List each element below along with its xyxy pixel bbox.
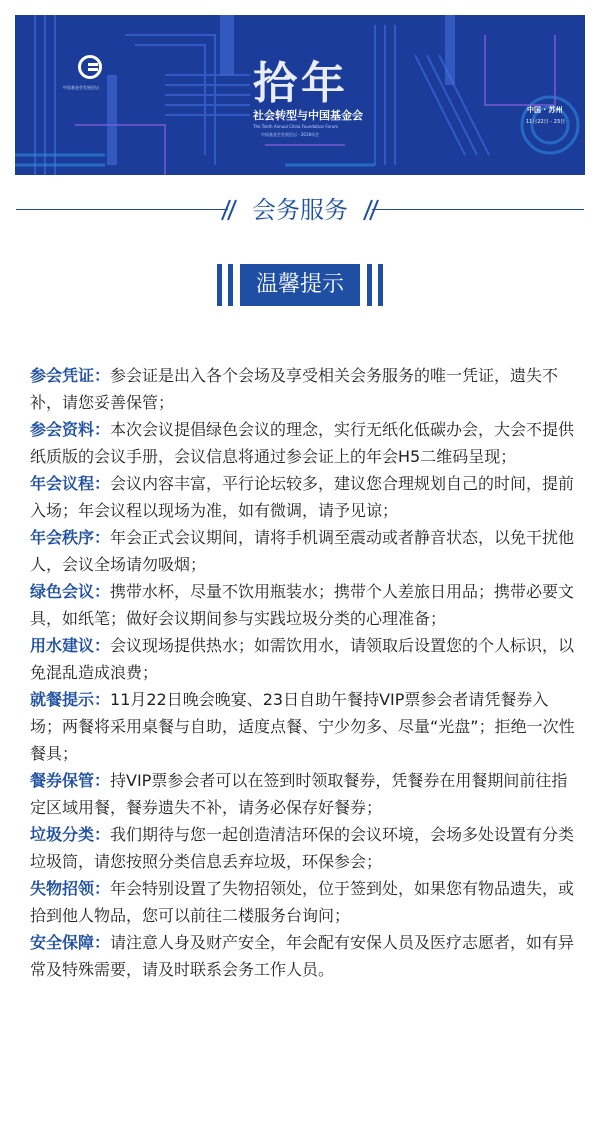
divider-left	[16, 209, 228, 210]
notice-text: 携带水杯，尽量不饮用瓶装水；携带个人差旅日用品；携带必要文具，如纸笔；做好会议期间参与实践垃圾分类的心理准备；	[30, 582, 575, 628]
banner-organizer: 中国基金会发展论坛 · 2018年会	[261, 132, 319, 137]
notice-label: 失物招领：	[30, 879, 111, 898]
notice-text: 会议内容丰富，平行论坛较多，建议您合理规划自己的时间，提前入场；年会议程以现场为准，如有微调，请予见谅；	[30, 474, 575, 520]
notice-label: 垃圾分类：	[30, 825, 111, 844]
slash-ornament-left	[218, 198, 240, 222]
banner-english: The Tenth Annual China Foundation Forum	[253, 124, 338, 129]
notice-text: 参会证是出入各个会场及享受相关会务服务的唯一凭证，遗失不补，请您妥善保管；	[30, 366, 559, 412]
notice-item	[30, 686, 575, 767]
banner-title: 拾年	[253, 58, 349, 109]
forum-logo	[63, 55, 113, 90]
notice-text: 11月22日晚会晚宴、23日自助午餐持VIP票参会者请凭餐券入场；两餐将采用桌餐与自助，适度点餐、宁少勿多、尽量“光盘”；拒绝一次性餐具；	[30, 690, 575, 763]
notice-item	[30, 578, 575, 632]
notice-item	[30, 821, 575, 875]
notice-label: 绿色会议：	[30, 582, 111, 601]
banner-subtitle: 社会转型与中国基金会	[253, 109, 363, 122]
notice-item	[30, 416, 575, 470]
forum-logo-icon	[78, 55, 102, 79]
notice-label: 餐券保管：	[30, 771, 111, 790]
notice-label: 就餐提示：	[30, 690, 111, 709]
section-title: 会务服务	[252, 196, 348, 224]
notice-item	[30, 929, 575, 983]
divider-right	[372, 209, 584, 210]
notice-label: 参会凭证：	[30, 366, 111, 385]
notice-item	[30, 362, 575, 416]
notice-label: 年会秩序：	[30, 528, 111, 547]
notice-item	[30, 470, 575, 524]
banner-date: 11月22日 - 23日	[526, 119, 566, 125]
banner-place: 中国 · 苏州	[527, 106, 563, 114]
slash-ornament-right	[360, 198, 382, 222]
notice-list	[30, 362, 575, 983]
notice-label: 年会议程：	[30, 474, 111, 493]
notice-item	[30, 875, 575, 929]
tip-label: 温馨提示	[240, 264, 360, 306]
notice-text: 持VIP票参会者可以在签到时领取餐券，凭餐券在用餐期间前往指定区域用餐，餐券遗失不补，请务必保存好餐券；	[30, 771, 568, 817]
notice-item	[30, 632, 575, 686]
notice-item	[30, 767, 575, 821]
tip-bar-left-outer	[217, 264, 222, 306]
tip-bar-left-inner	[228, 264, 233, 306]
header-banner	[15, 15, 585, 175]
section-heading	[0, 192, 600, 228]
tip-bar-right-outer	[378, 264, 383, 306]
notice-label: 用水建议：	[30, 636, 111, 655]
notice-text: 我们期待与您一起创造清洁环保的会议环境，会场多处设置有分类垃圾筒，请您按照分类信息丢弃垃圾，环保参会；	[30, 825, 575, 871]
notice-item	[30, 524, 575, 578]
notice-text: 本次会议提倡绿色会议的理念，实行无纸化低碳办会，大会不提供纸质版的会议手册，会议信息将通过参会证上的年会H5二维码呈现；	[30, 420, 575, 466]
notice-text: 年会特别设置了失物招领处，位于签到处，如果您有物品遗失，或拾到他人物品，您可以前往二楼服务台询问；	[30, 879, 575, 925]
logo-org-text: 中国基金会发展论坛	[63, 85, 99, 90]
notice-text: 年会正式会议期间，请将手机调至震动或者静音状态，以免干扰他人，会议全场请勿吸烟；	[30, 528, 575, 574]
notice-text: 请注意人身及财产安全，年会配有安保人员及医疗志愿者，如有异常及特殊需要，请及时联系会务工作人员。	[30, 933, 575, 979]
tip-bar-right-inner	[367, 264, 372, 306]
notice-text: 会议现场提供热水；如需饮用水，请领取后设置您的个人标识，以免混乱造成浪费；	[30, 636, 575, 682]
notice-label: 安全保障：	[30, 933, 111, 952]
notice-label: 参会资料：	[30, 420, 111, 439]
